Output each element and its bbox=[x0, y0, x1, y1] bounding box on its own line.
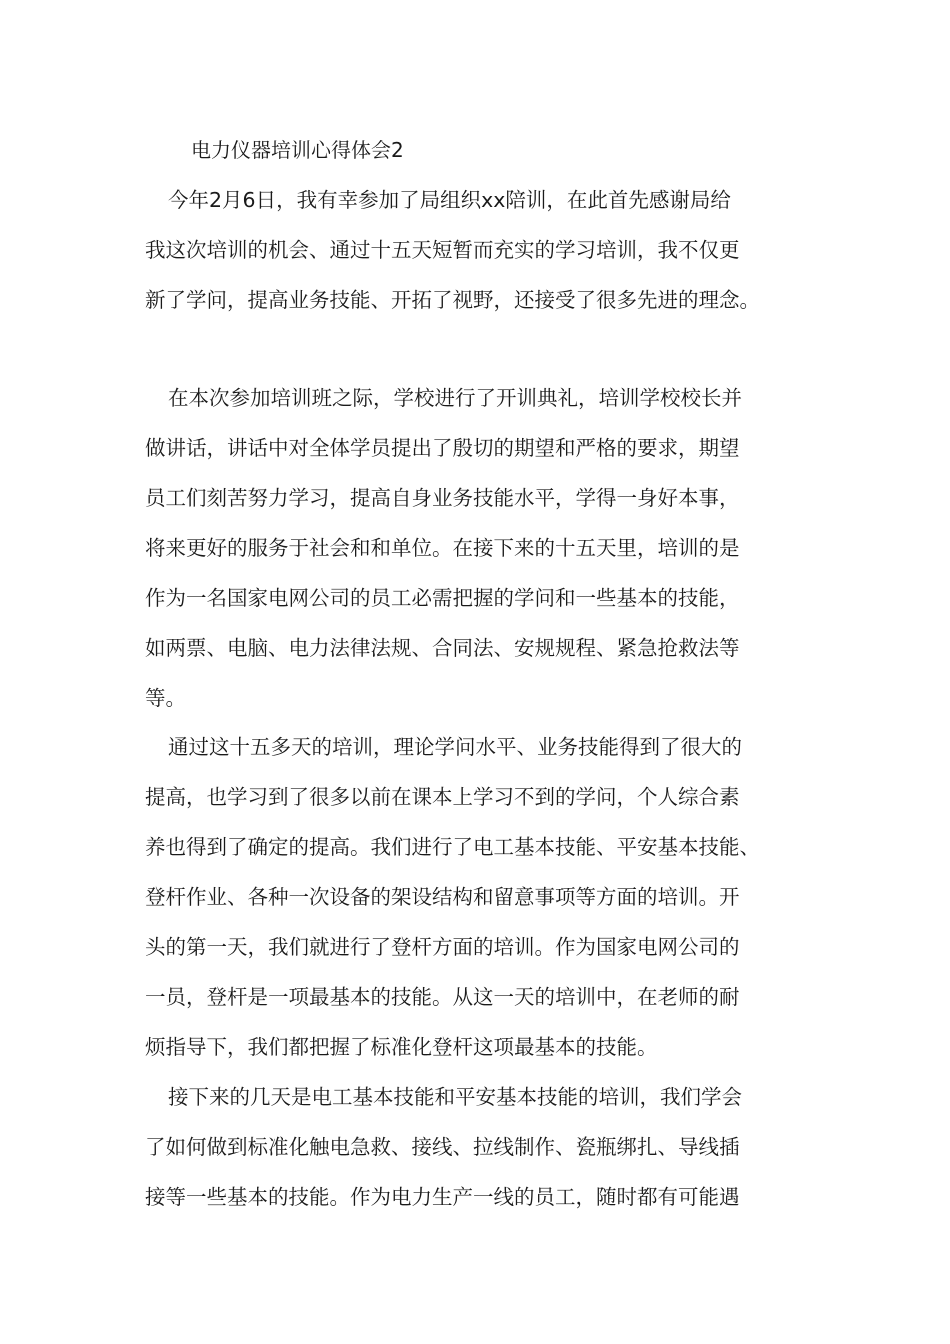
paragraph-3-line-3: 养也得到了确定的提高。我们进行了电工基本技能、平安基本技能、 bbox=[145, 835, 760, 859]
paragraph-2-line-6: 如两票、电脑、电力法律法规、合同法、安规规程、紧急抢救法等 bbox=[145, 636, 740, 660]
document-title: 电力仪器培训心得体会2 bbox=[191, 138, 404, 162]
paragraph-2-line-5: 作为一名国家电网公司的员工必需把握的学问和一些基本的技能， bbox=[145, 586, 740, 610]
paragraph-2-line-1: 在本次参加培训班之际，学校进行了开训典礼，培训学校校长并 bbox=[168, 386, 742, 410]
paragraph-3-line-6: 一员，登杆是一项最基本的技能。从这一天的培训中，在老师的耐 bbox=[145, 985, 740, 1009]
paragraph-1-line-2: 我这次培训的机会、通过十五天短暂而充实的学习培训，我不仅更 bbox=[145, 238, 740, 262]
paragraph-1-line-1: 今年2月6日，我有幸参加了局组织xx陪训，在此首先感谢局给 bbox=[168, 188, 731, 212]
paragraph-1-line-3: 新了学问，提高业务技能、开拓了视野，还接受了很多先进的理念。 bbox=[145, 288, 760, 312]
paragraph-3-line-7: 烦指导下，我们都把握了标准化登杆这项最基本的技能。 bbox=[145, 1035, 658, 1059]
paragraph-4-line-2: 了如何做到标准化触电急救、接线、拉线制作、瓷瓶绑扎、导线插 bbox=[145, 1135, 740, 1159]
paragraph-3-line-4: 登杆作业、各种一次设备的架设结构和留意事项等方面的培训。开 bbox=[145, 885, 740, 909]
paragraph-2-line-3: 员工们刻苦努力学习，提高自身业务技能水平，学得一身好本事， bbox=[145, 486, 740, 510]
paragraph-4-line-3: 接等一些基本的技能。作为电力生产一线的员工，随时都有可能遇 bbox=[145, 1185, 740, 1209]
paragraph-3-line-2: 提高，也学习到了很多以前在课本上学习不到的学问，个人综合素 bbox=[145, 785, 740, 809]
paragraph-2-line-4: 将来更好的服务于社会和和单位。在接下来的十五天里，培训的是 bbox=[145, 536, 740, 560]
paragraph-4-line-1: 接下来的几天是电工基本技能和平安基本技能的培训，我们学会 bbox=[168, 1085, 742, 1109]
paragraph-2-line-7: 等。 bbox=[145, 686, 186, 710]
paragraph-3-line-5: 头的第一天，我们就进行了登杆方面的培训。作为国家电网公司的 bbox=[145, 935, 740, 959]
paragraph-3-line-1: 通过这十五多天的培训，理论学问水平、业务技能得到了很大的 bbox=[168, 735, 742, 759]
paragraph-2-line-2: 做讲话，讲话中对全体学员提出了殷切的期望和严格的要求，期望 bbox=[145, 436, 740, 460]
